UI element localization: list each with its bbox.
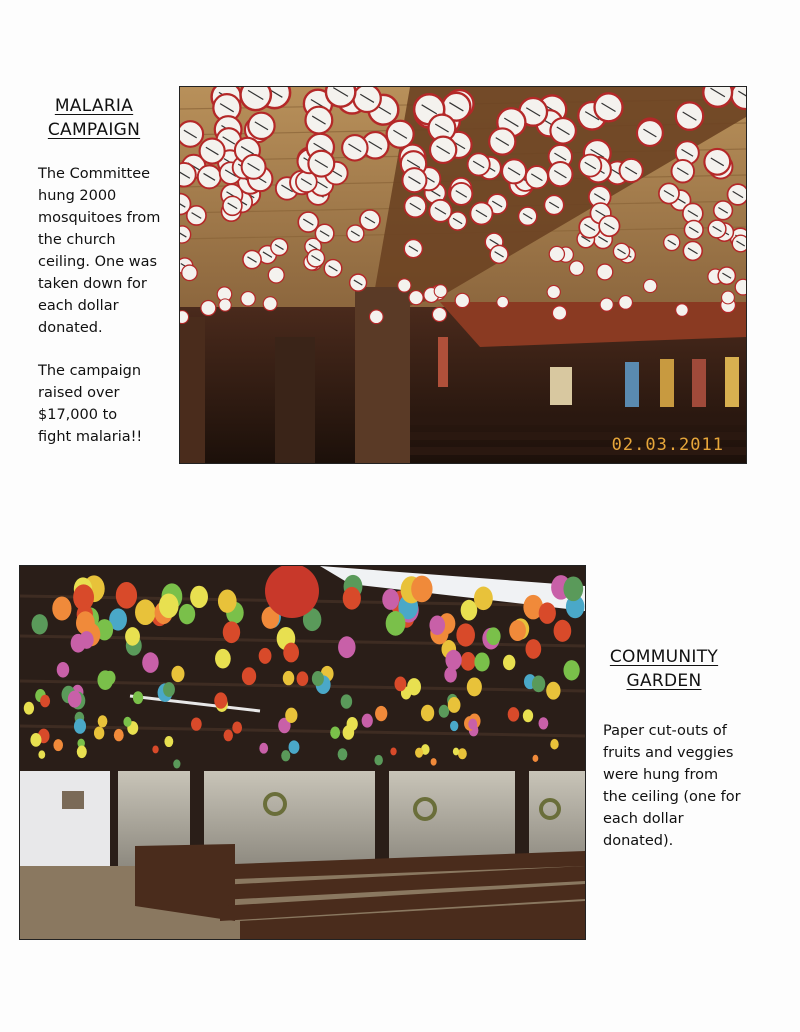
mosquito-disc [369, 310, 383, 324]
fruit-cutout [53, 739, 63, 751]
fruit-cutout [523, 709, 533, 722]
fruit-cutout [283, 643, 299, 663]
fruit-cutout [546, 682, 560, 700]
fruit-cutout [341, 694, 353, 708]
text-line: fruits and veggies [603, 745, 734, 761]
tomato-cutout [265, 566, 319, 618]
fruit-cutout [289, 740, 300, 754]
fruit-cutout [297, 671, 309, 686]
fruit-cutout [386, 611, 406, 636]
text-line: Paper cut-outs of [603, 723, 727, 739]
fruit-cutout [338, 636, 355, 658]
mosquito-disc [497, 296, 509, 308]
fruit-cutout [554, 620, 572, 642]
text-line: $17,000 to [38, 407, 118, 423]
mosquito-disc [735, 279, 746, 295]
fruit-cutout [171, 666, 184, 682]
fruit-cutout [94, 727, 104, 740]
fruit-cutout [38, 750, 45, 759]
fruit-cutout [259, 648, 272, 664]
mosquito-disc [552, 306, 566, 320]
fruit-cutout [343, 587, 361, 610]
fruit-cutout [123, 717, 131, 727]
garden-heading-line1: COMMUNITY [609, 647, 719, 667]
fruit-cutout [30, 733, 41, 747]
fruit-cutout [503, 655, 515, 670]
mosquito-disc [600, 298, 613, 311]
fruit-cutout [474, 587, 493, 611]
fruit-cutout [57, 662, 69, 678]
fruit-cutout [461, 652, 476, 671]
fruit-cutout [563, 576, 583, 601]
fruit-cutout [125, 627, 140, 646]
fruit-cutout [421, 705, 434, 722]
fruit-cutout [538, 717, 548, 729]
mosquito-disc [549, 246, 564, 261]
fruit-cutout [232, 721, 242, 733]
mosquito-disc [398, 279, 411, 292]
mosquito-disc [722, 291, 735, 304]
text-line: The campaign [38, 363, 142, 379]
fruit-cutout [347, 717, 358, 731]
garden-ceiling-photo [20, 566, 585, 939]
text-line: mosquitoes from [38, 210, 161, 226]
text-line: donated). [603, 833, 674, 849]
fruit-cutout [362, 714, 373, 728]
fruit-cutout [114, 729, 124, 741]
mosquito-disc [263, 297, 277, 311]
mosquito-disc [732, 235, 746, 252]
mosquito-disc [219, 299, 231, 311]
fruit-cutout [453, 748, 459, 756]
text-line: ceiling. One was [38, 254, 158, 270]
mosquito-disc [597, 264, 613, 280]
text-line: raised over [38, 385, 120, 401]
fruit-cutout [467, 677, 482, 696]
fruit-cutout [533, 755, 539, 762]
mosquito-disc [676, 304, 688, 316]
fruit-cutout [374, 755, 382, 766]
fruit-cutout [390, 747, 396, 755]
fruit-cutout [79, 631, 93, 649]
mosquito-disc [455, 293, 469, 307]
fruit-cutout [508, 707, 520, 721]
fruit-cutout [382, 589, 399, 610]
mosquito-disc [409, 291, 423, 305]
fruit-cutout [68, 691, 82, 708]
fruit-cutout [330, 726, 340, 738]
fruit-cutout [135, 599, 156, 625]
malaria-campaign-heading [30, 94, 158, 142]
text-line: the ceiling (one for [603, 789, 741, 805]
text-line: were hung from [603, 767, 719, 783]
fruit-cutout [191, 717, 202, 730]
fruit-cutout [394, 676, 406, 691]
fruit-cutout [218, 590, 237, 613]
malaria-heading-line2: CAMPAIGN [47, 120, 141, 140]
fruit-cutout [285, 708, 297, 723]
fruit-cutout [532, 675, 545, 692]
text-line: taken down for [38, 276, 147, 292]
fruit-cutout [431, 758, 437, 766]
mosquito-disc [432, 307, 446, 321]
fruit-cutout [539, 602, 556, 624]
fruit-cutout [439, 705, 449, 718]
fruit-cutout [509, 620, 526, 641]
text-line: each dollar [603, 811, 684, 827]
mosquito-disc [619, 296, 633, 310]
fruit-cutout [259, 743, 268, 754]
fruit-cutout [133, 691, 143, 704]
fruit-cutout [458, 748, 467, 759]
mosquito-disc [180, 311, 189, 324]
fruit-cutout [445, 650, 461, 670]
fruit-cutout [40, 695, 50, 708]
fruit-cutout [173, 759, 180, 768]
fruit-cutout [411, 576, 432, 603]
mosquito-disc [268, 267, 284, 283]
text-line: fight malaria!! [38, 429, 143, 445]
fruit-cutout [159, 593, 179, 618]
text-line: the church [38, 232, 116, 248]
malaria-result [38, 360, 178, 448]
community-garden-heading [600, 645, 728, 693]
mosquito-disc [182, 265, 197, 280]
photo-illustration [20, 566, 585, 939]
mosquito-disc [644, 279, 657, 292]
fruit-cutout [223, 621, 240, 643]
fruit-cutout [415, 748, 423, 758]
mosquito-disc [241, 87, 271, 110]
fruit-cutout [74, 719, 86, 734]
fruit-cutout [312, 671, 324, 686]
fruit-cutout [468, 719, 477, 730]
fruit-cutout [450, 721, 458, 731]
malaria-heading-line1: MALARIA [54, 96, 134, 116]
mosquito-disc [180, 121, 203, 147]
fruit-cutout [97, 670, 113, 690]
mosquito-disc [434, 285, 447, 298]
fruit-cutout [52, 596, 71, 620]
fruit-cutout [142, 652, 158, 673]
fruit-cutout [474, 652, 489, 671]
fruit-cutout [456, 623, 475, 646]
mosquito-disc [201, 301, 216, 316]
mosquito-disc [703, 87, 732, 107]
fruit-cutout [98, 715, 108, 727]
fruit-cutout [375, 706, 387, 721]
malaria-description [38, 163, 178, 339]
fruit-cutout [486, 627, 500, 645]
fruit-cutout [214, 692, 227, 708]
fruit-cutout [563, 660, 579, 680]
fruit-cutout [215, 649, 231, 669]
photo-illustration [180, 87, 746, 463]
fruit-cutout [281, 750, 290, 761]
fruit-cutout [338, 748, 348, 760]
fruit-cutout [190, 586, 208, 608]
fruit-cutout [525, 639, 541, 659]
fruit-cutout [429, 615, 445, 635]
fruit-cutout [448, 697, 461, 713]
fruit-cutout [242, 667, 256, 685]
garden-heading-line2: GARDEN [626, 671, 702, 691]
fruit-cutout [32, 614, 48, 634]
mosquito-disc [569, 261, 583, 275]
fruit-cutout [283, 671, 294, 685]
fruit-cutout [163, 682, 175, 697]
fruit-cutout [164, 736, 173, 747]
mosquito-ceiling-photo [180, 87, 746, 463]
text-line: donated. [38, 320, 103, 336]
fruit-cutout [550, 739, 558, 750]
fruit-cutout [77, 746, 87, 759]
fruit-cutout [407, 678, 421, 695]
text-line: hung 2000 [38, 188, 117, 204]
fruit-cutout [24, 702, 34, 715]
fruit-cutout [116, 582, 137, 609]
mosquito-disc [241, 292, 255, 306]
mosquito-disc [326, 87, 355, 107]
mosquito-disc [353, 87, 380, 112]
photo-date-stamp: 02.03.2011 [611, 435, 724, 455]
fruit-cutout [179, 604, 195, 625]
fruit-cutout [152, 745, 158, 753]
mosquito-disc [180, 163, 196, 187]
text-line: The Committee [38, 166, 151, 182]
fruit-cutout [224, 730, 233, 742]
garden-description [603, 720, 798, 852]
text-line: each dollar [38, 298, 119, 314]
mosquito-disc [547, 285, 560, 298]
